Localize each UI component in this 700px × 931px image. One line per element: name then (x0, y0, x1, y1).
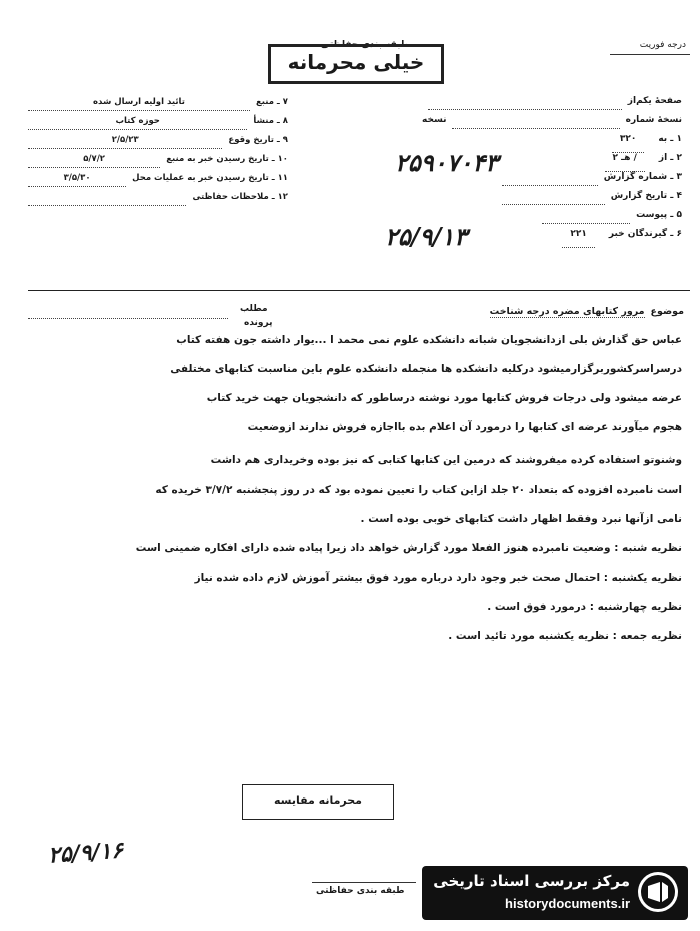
field-from-value: / هـ ۲ (605, 153, 645, 172)
field-origin-label: ۸ ـ منشأ (253, 116, 288, 126)
archive-logo (422, 866, 688, 920)
field-source-received-date (28, 154, 288, 173)
field-occurrence-date (28, 135, 288, 154)
body-line: هجوم میآورند عرضه ای کتابها را درمورد آن اعلام بده بااجازه فروش ندارند ازوضعیت (247, 421, 682, 433)
confidential-stamp (268, 44, 444, 84)
subject-dots (28, 318, 228, 319)
bottom-stamp-text: محرمانه مقایسه (273, 794, 362, 807)
logo-title: مرکز بررسی اسناد تاریخی (433, 872, 630, 890)
bottom-stamp (242, 784, 394, 820)
field-sheet-label: صفحهٔ یکم (636, 96, 682, 106)
body-line: نظریه چهارشنبه : درمورد فوق است . (487, 601, 682, 613)
field-attachment-label: ۵ ـ پیوست (636, 210, 682, 220)
field-ops-received-label: ۱۱ ـ تاریخ رسیدن خبر به عملیات محل (132, 173, 288, 183)
field-copy-label: نسخهٔ شماره (625, 115, 682, 125)
classification-top: طبقه بندی حفاظتی (320, 40, 410, 50)
header-divider (28, 290, 690, 291)
body-line: است نامبرده افزوده که بتعداد ۲۰ جلد ازاین کتاب را تعیین نموده بود که در روز پنجشنبه ۳/۷/۲ خریده که (155, 484, 682, 496)
body-line: نامی ازآنها نبرد وفقط اظهار داشت کتابهای خوبی بوده است . (360, 513, 682, 525)
field-occurrence-date-value: ۲/۵/۲۳ (28, 135, 222, 149)
field-source-value: تائید اولیه ارسال شده (28, 97, 250, 111)
field-ops-received-value: ۳/۵/۳۰ (28, 173, 126, 187)
field-copy-word: نسخه (422, 115, 447, 125)
field-report-number-label: ۳ ـ شماره گزارش (603, 172, 682, 182)
logo-url: historydocuments.ir (505, 896, 630, 911)
logo-emblem-icon (638, 872, 678, 912)
field-source-label: ۷ ـ منبع (255, 97, 288, 107)
body-line: نظریه یکشنبه : احتمال صحت خبر وجود دارد درباره مورد فوق بیشتر آموزش لازم داده شده نیاز (194, 572, 682, 584)
side-note-2: پرونده (244, 318, 273, 328)
field-occurrence-date-label: ۹ ـ تاریخ وقوع (228, 135, 288, 145)
body-line: درسراسرکشوربرگزارمیشود درکلیه دانشکده ها منجمله دانشکده علوم باین مناسبت کتابهای مختلفی (170, 363, 682, 375)
classification-bottom: طبقه بندی حفاظتی (316, 886, 405, 896)
priority-label: درجه فوریت (639, 40, 686, 50)
field-recipients-value: ۲۲۱ (562, 229, 594, 248)
handwritten-date-bottom: ۲۵/۹/۱۶ (47, 837, 124, 869)
field-report-date-label: ۴ ـ تاریخ گزارش (610, 191, 682, 201)
subject-line (490, 306, 684, 318)
handwritten-number: ۲۵۹۰۷۰۴۳ (395, 148, 499, 177)
field-to-label: ۱ ـ به (658, 134, 682, 144)
subject-text: مرور کتابهای مضره درجه شناخت (489, 306, 645, 317)
field-recipients-label: ۶ ـ گیرندگان خبر (608, 229, 682, 239)
stamp-text: خیلی محرمانه (287, 50, 425, 74)
field-origin (28, 116, 288, 135)
left-fields (28, 97, 288, 211)
bottom-classification-line (312, 882, 416, 883)
field-sheet-of: از (627, 96, 637, 106)
field-copy (422, 115, 682, 134)
field-sheet (422, 96, 682, 115)
field-source (28, 97, 288, 116)
field-from-label: ۲ ـ از (658, 153, 682, 163)
side-note-1: مطلب (240, 304, 268, 314)
body-line: عرضه میشود ولی درجات فروش کتابها مورد نوشته درساطور که دانشجویان جهت خرید کتاب (206, 392, 682, 404)
body-line: وشنوتو استفاده کرده میفروشند که درمین این کتابها کتابی که نیز بوده وخریداری هم داشت (210, 454, 682, 466)
field-report-date (422, 191, 682, 210)
body-line: نظریه شنبه : وضعیت نامبرده هنوز الفعلا مورد گزارش خواهد داد زیرا پیاده شده دارای افکاره ضمینی است (135, 542, 682, 554)
field-source-received-label: ۱۰ ـ تاریخ رسیدن خبر به منبع (166, 154, 288, 164)
field-origin-value: حوزه کتاب (28, 116, 247, 130)
subject-label: موضوع (650, 306, 684, 317)
field-to-value: ۳۲۰ (612, 134, 644, 153)
field-security-notes (28, 192, 288, 211)
body-line: عباس حق گذارش بلی ازدانشجویان شبانه دانشکده علوم نمی محمد ا ...یوار داشته جون هفته کتاب (176, 334, 682, 346)
field-ops-received-date (28, 173, 288, 192)
body-line: نظریه جمعه : نظریه یکشنبه مورد تائید است . (448, 630, 682, 642)
priority-line (610, 54, 690, 55)
field-source-received-value: ۵/۷/۲ (28, 154, 160, 168)
handwritten-date-top: ۲۵/۹/۱۳ (385, 222, 467, 251)
field-security-notes-label: ۱۲ ـ ملاحظات حفاظتی (192, 192, 288, 202)
